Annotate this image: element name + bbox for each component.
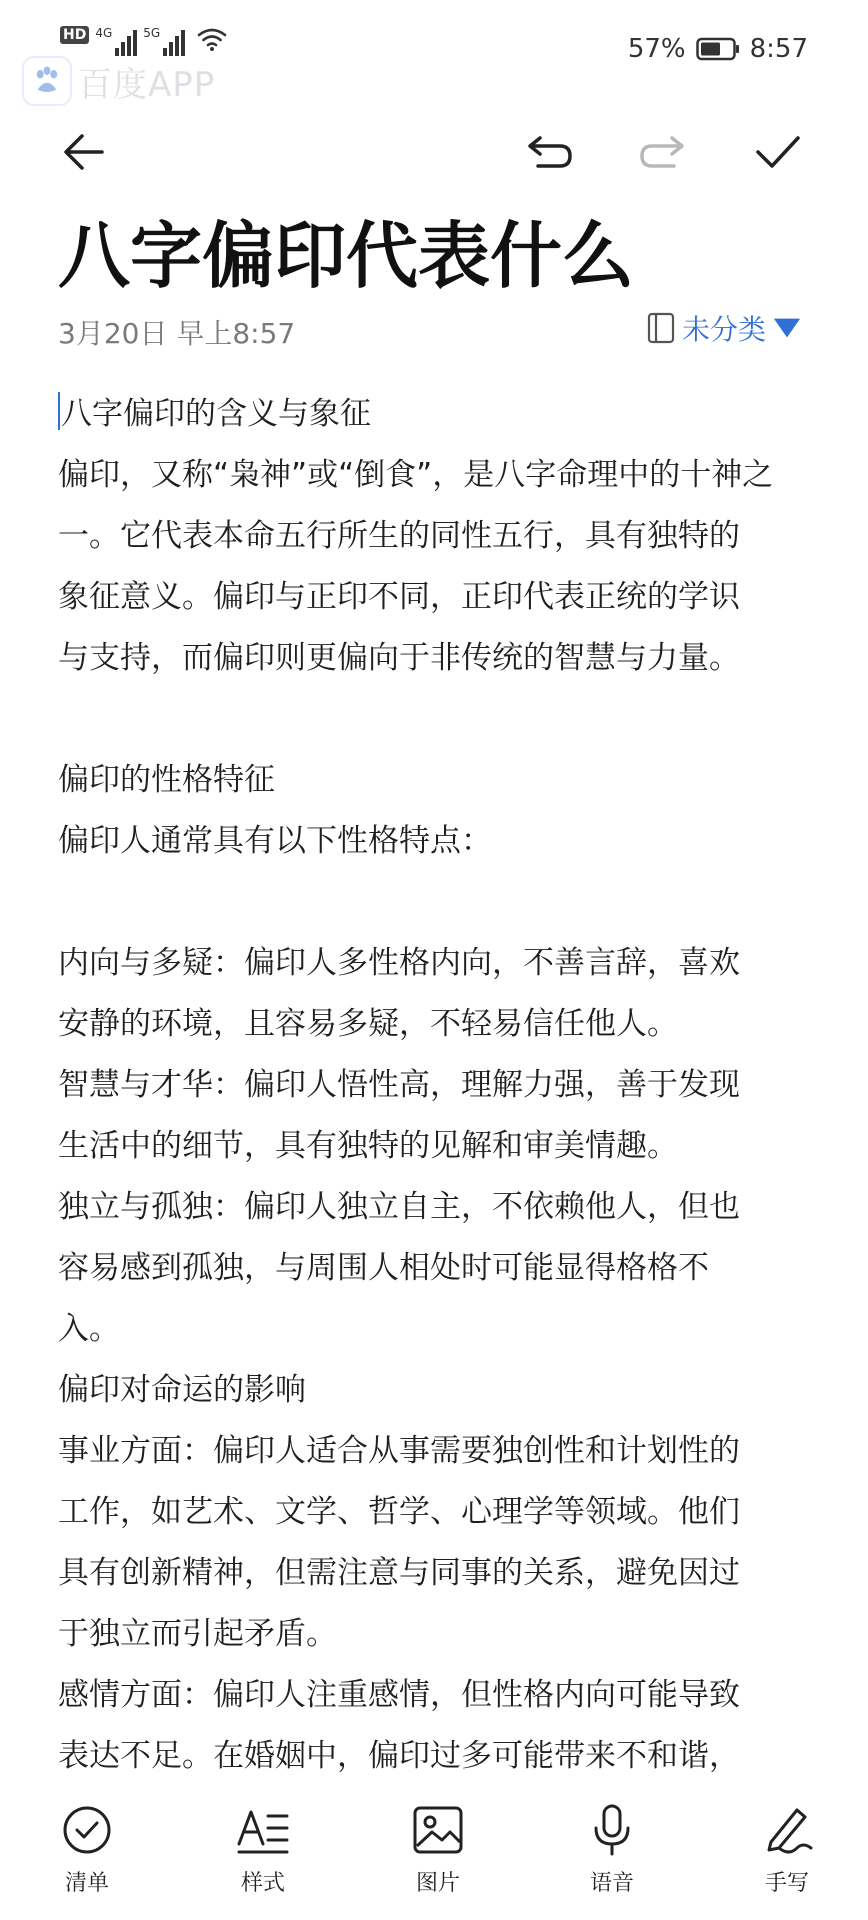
checklist-icon [59, 1802, 115, 1858]
paragraph-text: 偏印，又称“枭神”或“倒食”，是八字命理中的十神之 [58, 457, 774, 493]
signal-bar-icon [175, 36, 179, 56]
signal-bar-icon [127, 36, 131, 56]
category-label: 未分类 [681, 313, 766, 346]
blank-line [58, 689, 818, 750]
hd-badge: HD [60, 26, 89, 44]
category-selector[interactable] [646, 308, 802, 348]
insert-image-button[interactable] [383, 1802, 493, 1897]
handwriting-label: 手写 [764, 1871, 809, 1896]
wifi-icon [197, 26, 227, 52]
back-button[interactable] [52, 120, 116, 184]
signal-bar-icon [121, 42, 125, 56]
paragraph-line [58, 1360, 818, 1421]
paragraph-text: 表达不足。在婚姻中，偏印过多可能带来不和谐， [58, 1738, 740, 1774]
clock-time: 8:57 [749, 34, 808, 64]
baidu-app-label: 百度APP [78, 64, 216, 105]
signal-bar-icon [181, 30, 185, 56]
paragraph-text: 偏印的性格特征 [58, 762, 275, 798]
handwriting-pen-icon [759, 1802, 815, 1858]
redo-icon [636, 126, 688, 178]
status-right [628, 34, 808, 64]
bottom-toolbar [0, 1790, 868, 1920]
note-body[interactable] [58, 384, 818, 1787]
paragraph-text: 偏印对命运的影响 [58, 1372, 306, 1408]
paragraph-text: 于独立而引起矛盾。 [58, 1616, 337, 1652]
checklist-label: 清单 [64, 1871, 109, 1896]
paragraph-text: 八字偏印的含义与象征 [61, 396, 371, 432]
network-type-label-2: 5G [143, 26, 161, 40]
paragraph-line [58, 1421, 818, 1482]
paragraph-text: 事业方面：偏印人适合从事需要独创性和计划性的 [58, 1433, 740, 1469]
checklist-button[interactable] [32, 1802, 142, 1897]
paragraph-line [58, 384, 818, 445]
paragraph-text: 工作，如艺术、文学、哲学、心理学等领域。他们 [58, 1494, 740, 1530]
image-label: 图片 [415, 1871, 460, 1896]
text-cursor [58, 392, 60, 430]
editor-toolbar [0, 110, 868, 190]
baidu-paw-icon [22, 56, 72, 106]
voice-input-button[interactable] [557, 1802, 667, 1897]
paragraph-text: 感情方面：偏印人注重感情，但性格内向可能导致 [58, 1677, 740, 1713]
blank-line [58, 872, 818, 933]
paragraph-text: 一。它代表本命五行所生的同性五行，具有独特的 [58, 518, 740, 554]
paragraph-line [58, 445, 818, 506]
paragraph-text: 内向与多疑：偏印人多性格内向，不善言辞，喜欢 [58, 945, 740, 981]
undo-button[interactable] [518, 120, 582, 184]
note-title[interactable]: 八字偏印代表什么 [58, 214, 635, 298]
arrow-left-icon [58, 126, 110, 178]
paragraph-line [58, 933, 818, 994]
paragraph-text: 生活中的细节，具有独特的见解和审美情趣。 [58, 1128, 678, 1164]
paragraph-line [58, 1299, 818, 1360]
checkmark-icon [752, 126, 804, 178]
paragraph-line [58, 1543, 818, 1604]
battery-icon [696, 37, 740, 61]
signal-strength-2 [143, 26, 185, 56]
network-type-label-1: 4G [95, 26, 113, 40]
paragraph-line [58, 1177, 818, 1238]
signal-bar-icon [163, 48, 167, 56]
text-style-label: 样式 [240, 1871, 285, 1896]
paragraph-text: 入。 [58, 1311, 120, 1347]
paragraph-line [58, 1482, 818, 1543]
paragraph-text: 具有创新精神，但需注意与同事的关系，避免因过 [58, 1555, 740, 1591]
undo-icon [524, 126, 576, 178]
text-style-icon [235, 1802, 291, 1858]
signal-bar-icon [169, 42, 173, 56]
signal-strength-1 [95, 26, 137, 56]
handwriting-button[interactable] [732, 1802, 842, 1897]
paragraph-text: 智慧与才华：偏印人悟性高，理解力强，善于发现 [58, 1067, 740, 1103]
paragraph-line [58, 811, 818, 872]
status-bar [0, 0, 868, 105]
battery-percent: 57% [627, 34, 686, 64]
paragraph-line [58, 567, 818, 628]
baidu-app-overlay[interactable] [22, 56, 215, 106]
notebook-icon [646, 311, 676, 345]
paragraph-text: 偏印人通常具有以下性格特点： [58, 823, 492, 859]
done-button[interactable] [746, 120, 810, 184]
dropdown-triangle-icon [772, 311, 802, 345]
paragraph-text: 安静的环境，且容易多疑，不轻易信任他人。 [58, 1006, 678, 1042]
image-icon [410, 1802, 466, 1858]
voice-label: 语音 [589, 1871, 634, 1896]
paragraph-line [58, 750, 818, 811]
note-timestamp: 3月20日 早上8:57 [58, 317, 296, 350]
paragraph-line [58, 994, 818, 1055]
paragraph-line [58, 1726, 818, 1787]
text-style-button[interactable] [208, 1802, 318, 1897]
paragraph-line [58, 1116, 818, 1177]
paragraph-line [58, 628, 818, 689]
signal-bar-icon [115, 48, 119, 56]
paragraph-line [58, 1238, 818, 1299]
paragraph-text: 与支持，而偏印则更偏向于非传统的智慧与力量。 [58, 640, 740, 676]
microphone-icon [584, 1802, 640, 1858]
paragraph-line [58, 1604, 818, 1665]
paragraph-line [58, 506, 818, 567]
paragraph-text: 象征意义。偏印与正印不同，正印代表正统的学识 [58, 579, 740, 615]
paragraph-line [58, 1055, 818, 1116]
paragraph-text: 容易感到孤独，与周围人相处时可能显得格格不 [58, 1250, 709, 1286]
redo-button[interactable] [630, 120, 694, 184]
paragraph-line [58, 1665, 818, 1726]
signal-bar-icon [133, 30, 137, 56]
paragraph-text: 独立与孤独：偏印人独立自主，不依赖他人，但也 [58, 1189, 740, 1225]
